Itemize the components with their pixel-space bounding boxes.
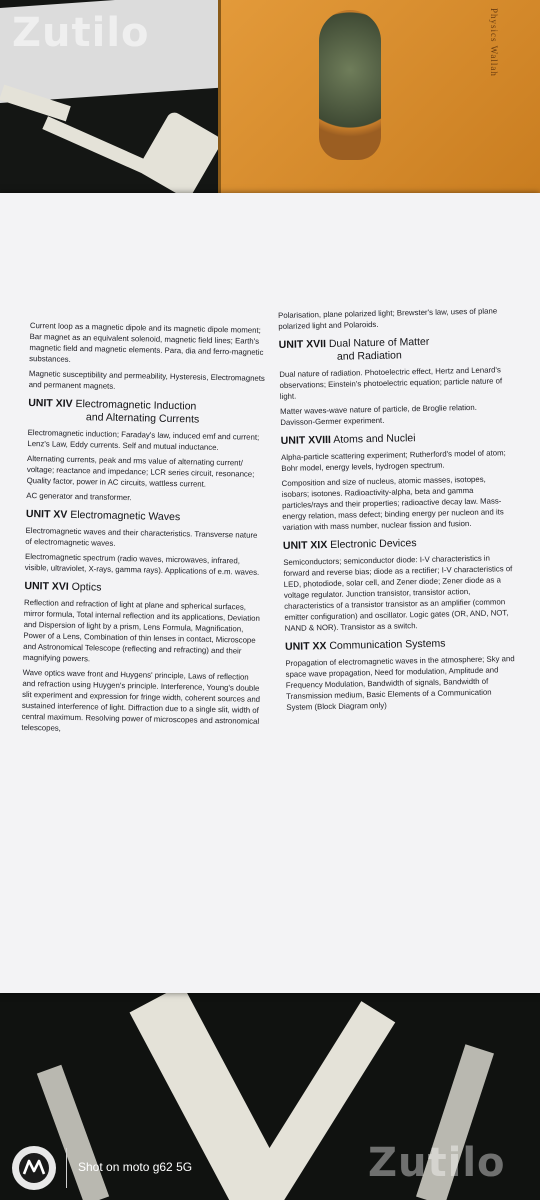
motorola-logo-icon [12,1146,56,1190]
unit-code: UNIT XVI [24,579,69,593]
unit-subtitle: and Radiation [336,349,402,363]
unit-code: UNIT XVII [278,338,327,351]
unit-code: UNIT XV [25,507,68,521]
paragraph: Wave optics wave front and Huygens' principle, Laws of reflection and refraction using Huygen's principle. Interference, Young's double slit experiment and expression for fringe width, coherent sources and sustained interference of light. Diffraction due to a single slit, width of central maximum. Resolving power of microscopes and astronomical telescopes, [21,667,261,733]
paragraph: Magnetic susceptibility and permeability, Hysteresis, Electromagnets and permanent magnets. [28,368,265,391]
paragraph: Matter waves-wave nature of particle, de Broglie relation. Davisson-Germer experiment. [280,402,477,427]
unit-title: Atoms and Nuclei [333,432,416,446]
unit-title: Optics [71,580,102,594]
paragraph: AC generator and transformer. [26,490,132,503]
book-illustration [319,10,381,160]
paragraph: Current loop as a magnetic dipole and its magnetic dipole moment; Bar magnet as an equivalent solenoid, magnetic field lines; Earth's magnetic field and magnetic elements. Para, dia and ferro-magnetic substances. [29,320,264,364]
stamp-divider [66,1148,67,1188]
cloth-stripe [137,110,224,201]
paragraph: Alpha-particle scattering experiment; Rutherford's model of atom; Bohr model, energy levels, hydrogen spectrum. [280,448,506,473]
watermark: Zutilo [368,1140,506,1186]
unit-heading [24,580,264,598]
unit-title: Electromagnetic Waves [70,508,181,524]
unit-code: UNIT XX [284,640,327,653]
paragraph: Alternating currents, peak and rms value of alternating current/ voltage; reactance and impedance; LCR series circuit, resonance; Quality factor, power in AC circuits, wattless current. [26,453,255,489]
camera-stamp-text: Shot on moto g62 5G [78,1160,193,1174]
paragraph: Electromagnetic spectrum (radio waves, microwaves, infrared, visible, ultraviolet, X-rays, gamma rays). Applications of e.m. waves. [24,551,260,577]
unit-code: UNIT XIX [282,539,328,552]
paragraph: Dual nature of radiation. Photoelectric effect, Hertz and Lenard's observations; Einstein's photoelectric equation; particle nature of light. [279,365,503,401]
unit-title: Dual Nature of Matter [328,335,430,350]
unit-subtitle: and Alternating Currents [85,411,200,426]
unit-heading [285,636,515,654]
paragraph: Composition and size of nucleus, atomic masses, isotopes, isobars; isotones. Radioactivity-alpha, beta and gamma particles/rays and their properties; radioactive decay law. Mass-energy relation, mass defect; binding energy per nucleon and its variation with mass number, nuclear fission and fusion. [281,474,504,532]
paragraph: Electromagnetic waves and their characteristics. Transverse nature of electromagnetic waves. [25,525,258,548]
unit-title: Electromagnetic Induction [75,397,197,413]
book-cover [218,0,540,195]
paragraph: Electromagnetic induction; Faraday's law, induced emf and current; Lenz's Law, Eddy currents. Self and mutual inductance. [27,427,260,452]
unit-title: Electronic Devices [330,537,417,551]
unit-code: UNIT XIV [28,396,73,410]
unit-heading [279,334,509,365]
unit-heading [281,430,511,448]
paragraph: Polarisation, plane polarized light; Brewster's law, uses of plane polarized light and Polaroids. [278,306,498,331]
unit-heading [28,397,268,428]
unit-heading [26,508,266,526]
watermark: Zutilo [12,10,150,56]
left-column [21,320,270,742]
unit-code: UNIT XVIII [280,433,332,447]
paragraph: Propagation of electromagnetic waves in the atmosphere; Sky and space wave propagation, Need for modulation, Amplitude and Frequency Modulation, Bandwidth of signals, Bandwidth of Transmission medium, Basic Elements of a Communication System (Block Diagram only) [285,654,515,712]
unit-heading [283,535,513,553]
book-spine-text: Physics Wallah [489,8,499,77]
unit-title: Communication Systems [329,637,446,652]
paragraph: Semiconductors; semiconductor diode: I-V characteristics in forward and reverse bias; diode as a rectifier; I-V characteristics of LED, photodiode, solar cell, and Zener diode; Zener diode as a voltage regulator. Junction transistor, transistor action, characteristics of a transistor transistor as an amplifier (common emitter configuration) and oscillator. Logic gates (OR, AND, NOT, NAND & NOR). Transistor as a switch. [283,553,513,633]
paragraph: Reflection and refraction of light at plane and spherical surfaces, mirror formula, Total internal reflection and its applications, Deviation and Dispersion of light by a prism, Lens Formula, Magnification, Power of a Lens, Combination of thin lenses in contact, Microscope and Astronomical Telescope (reflecting and refracting) and their magnifying powers. [22,597,260,664]
right-column [278,305,516,717]
